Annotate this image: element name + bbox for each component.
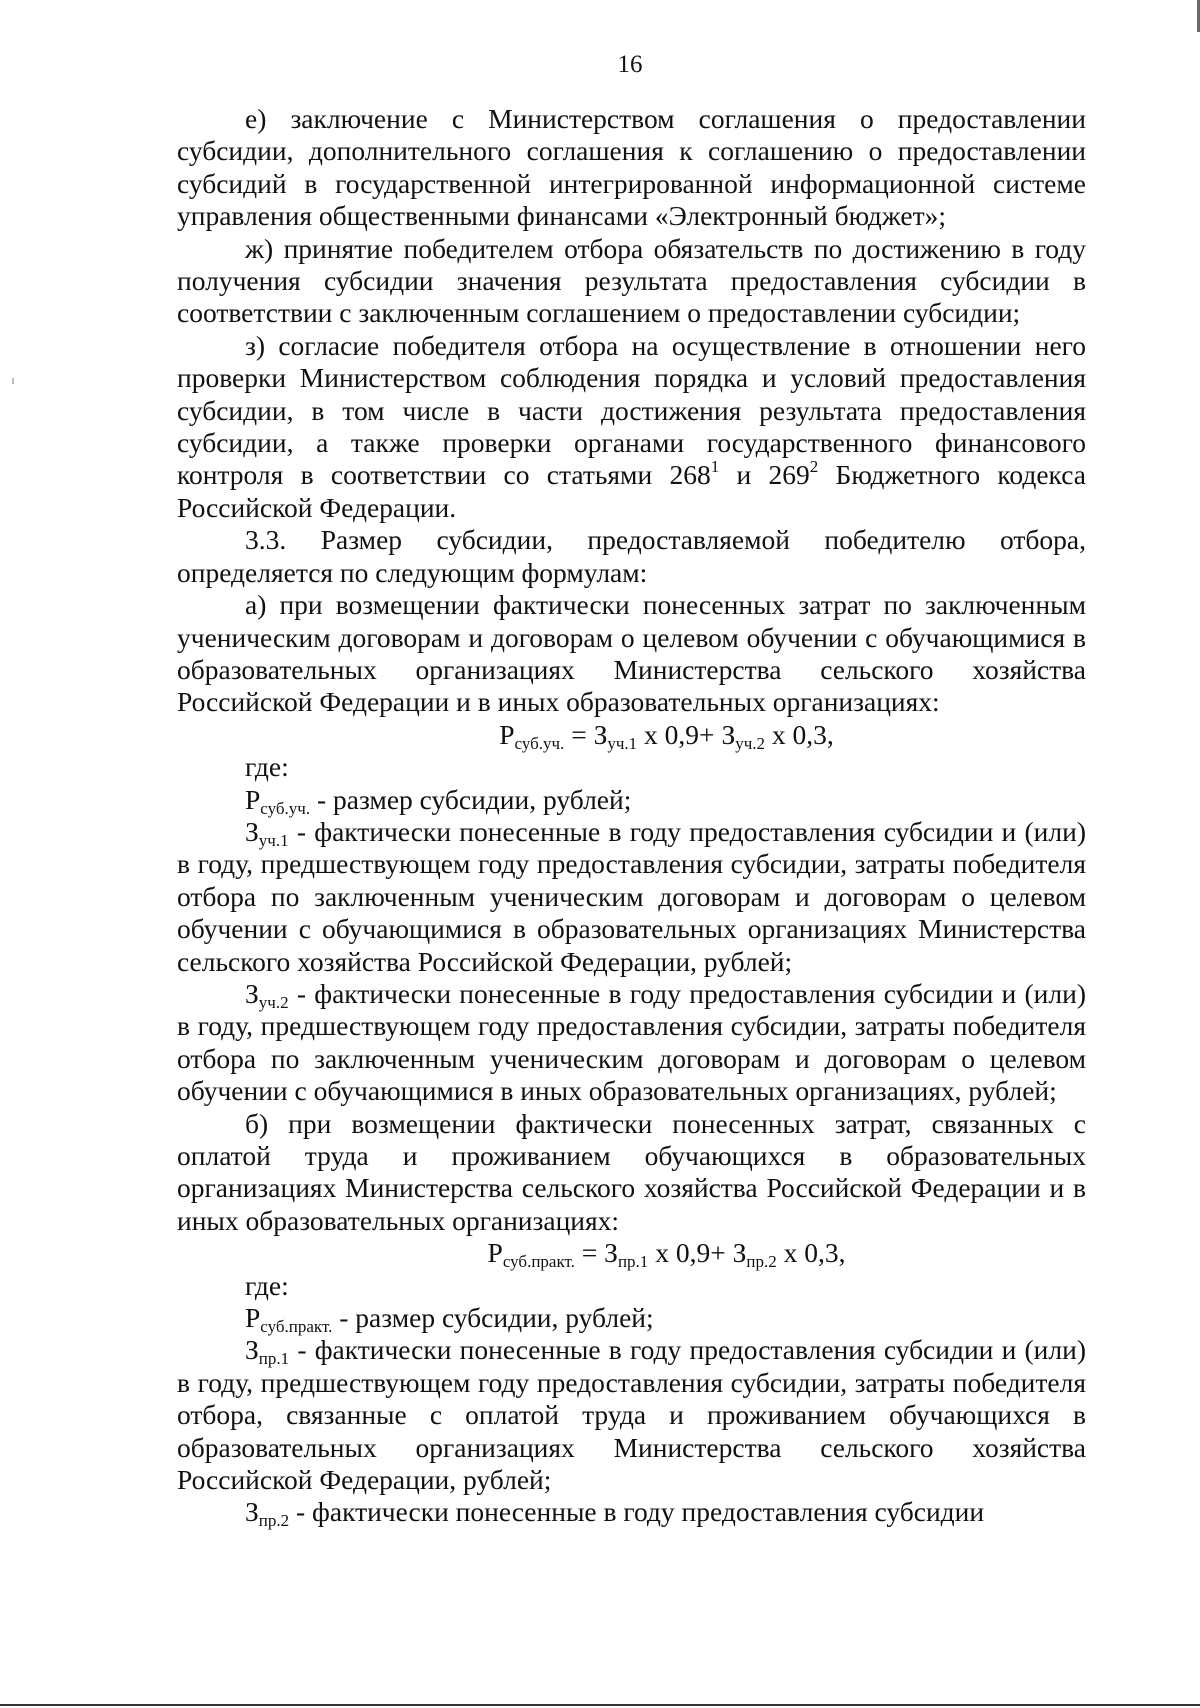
where-label-1: где: (245, 751, 289, 783)
def-zp2-text: - фактически понесенные в году предоставления субсидии (289, 1496, 985, 1528)
formula1-equals: = (564, 718, 594, 750)
def-z2-symbol: З (245, 977, 259, 1009)
paragraph-zh: ж) принятие победителем отбора обязательств по достижению в году получения субсидии значения результата предоставления субсидии в соответствии с заключенным соглашением о предоставлении субсидии; (177, 232, 1086, 329)
formula2-equals: = (574, 1237, 605, 1269)
superscript-2: 2 (809, 457, 819, 477)
def-z2-subscript: уч.2 (258, 992, 289, 1012)
def-p2-text: - размер субсидии, рублей; (332, 1302, 654, 1334)
def-zp2-subscript: пр.2 (258, 1511, 290, 1531)
formula2-z1-symbol: З (604, 1237, 618, 1269)
formula2-p-subscript: суб.практ. (502, 1252, 575, 1272)
formula-students (177, 719, 1086, 751)
def-zp2-symbol: З (245, 1496, 259, 1528)
formula2-z2-symbol: З (732, 1237, 747, 1269)
definition-z-students-1 (177, 816, 1086, 978)
formula1-end: х 0,3, (765, 718, 834, 750)
scan-bottom-edge (0, 1704, 1200, 1706)
def-zp1-subscript: пр.1 (258, 1349, 290, 1369)
def-p1-symbol: Р (245, 783, 261, 815)
def-p2-subscript: суб.практ. (260, 1317, 333, 1337)
paragraph-z-text-b: и 269 (719, 459, 810, 491)
formula1-p-symbol: Р (499, 718, 515, 750)
formula-practice (177, 1237, 1086, 1272)
formula1-z2-subscript: уч.2 (735, 733, 766, 753)
superscript-1: 1 (710, 457, 720, 477)
formula1-z1-symbol: З (593, 718, 608, 750)
paragraph-e: е) заключение с Министерством соглашения о предоставлении субсидии, дополнительного соглашения к соглашению о предоставлении субсидий в государственной интегрированной информационной системе управления общественными финансами «Электронный бюджет»; (177, 103, 1086, 232)
formula2-p-symbol: Р (487, 1237, 503, 1269)
definition-p-practice (177, 1302, 1086, 1337)
formula2-z1-subscript: пр.1 (617, 1252, 649, 1272)
def-p1-subscript: суб.уч. (260, 798, 311, 818)
where-label-2: где: (245, 1269, 289, 1301)
def-z1-subscript: уч.1 (258, 830, 289, 850)
paragraph-z-text-a: з) согласие победителя отбора на осуществление в отношении него проверки Министерством соблюдения порядка и условий предоставления субсидии, в том числе в части достижения результата предоставления субсидии, а также проверки органами государственного финансового контроля в соответствии со статьями 268 (177, 329, 1086, 491)
def-z2-text: - фактически понесенные в году предоставления субсидии и (или) в году, предшествующем году предоставления субсидии, затраты победителя отбора по заключенным ученическим договорам и договорам о целевом обучении с обучающимися в иных образовательных организациях, рублей; (177, 977, 1086, 1107)
formula1-z2-symbol: З (721, 718, 736, 750)
scan-side-mark (12, 378, 14, 384)
paragraph-z (177, 330, 1086, 524)
formula1-middle: х 0,9+ (637, 718, 722, 750)
def-zp1-symbol: З (245, 1334, 259, 1366)
formula1-z1-subscript: уч.1 (607, 733, 638, 753)
def-z1-symbol: З (245, 815, 259, 847)
def-z1-text: - фактически понесенные в году предоставления субсидии и (или) в году, предшествующем году предоставления субсидии, затраты победителя отбора по заключенным ученическим договорам и договорам о целевом обучении с обучающимися в образовательных организациях Министерства сельского хозяйства Российской Федерации, рублей; (177, 815, 1086, 977)
formula2-end: х 0,3, (776, 1237, 846, 1269)
def-p2-symbol: Р (245, 1302, 261, 1334)
def-zp1-text: - фактически понесенные в году предоставления субсидии и (или) в году, предшествующем году предоставления субсидии, затраты победителя отбора, связанные с оплатой труда и проживанием обучающихся в образовательных организациях Министерства сельского хозяйства Российской Федерации, рублей; (177, 1334, 1086, 1496)
formula2-middle: х 0,9+ (648, 1237, 733, 1269)
definition-z-practice-2 (177, 1496, 1086, 1531)
paragraph-b: б) при возмещении фактически понесенных затрат, связанных с оплатой труда и проживанием обучающихся в образовательных организациях Министерства сельского хозяйства Российской Федерации и в иных образовательных организациях: (177, 1107, 1086, 1236)
page-number: 16 (617, 51, 643, 78)
paragraph-3-3: 3.3. Размер субсидии, предоставляемой победителю отбора, определяется по следующим формулам: (177, 524, 1086, 588)
formula2-z2-subscript: пр.2 (746, 1252, 777, 1272)
definition-z-practice-1 (177, 1334, 1086, 1496)
formula1-p-subscript: суб.уч. (514, 733, 565, 753)
document-body (177, 103, 1086, 1529)
def-p1-text: - размер субсидии, рублей; (310, 783, 632, 815)
definition-z-students-2 (177, 978, 1086, 1108)
definition-p-students (177, 784, 1086, 816)
paragraph-a: а) при возмещении фактически понесенных затрат по заключенным ученическим договорам и договорам о целевом обучении с обучающимися в образовательных организациях Министерства сельского хозяйства Российской Федерации и в иных образовательных организациях: (177, 589, 1086, 718)
paragraph-z-text-c: Бюджетного кодекса Российской Федерации. (177, 459, 1086, 523)
